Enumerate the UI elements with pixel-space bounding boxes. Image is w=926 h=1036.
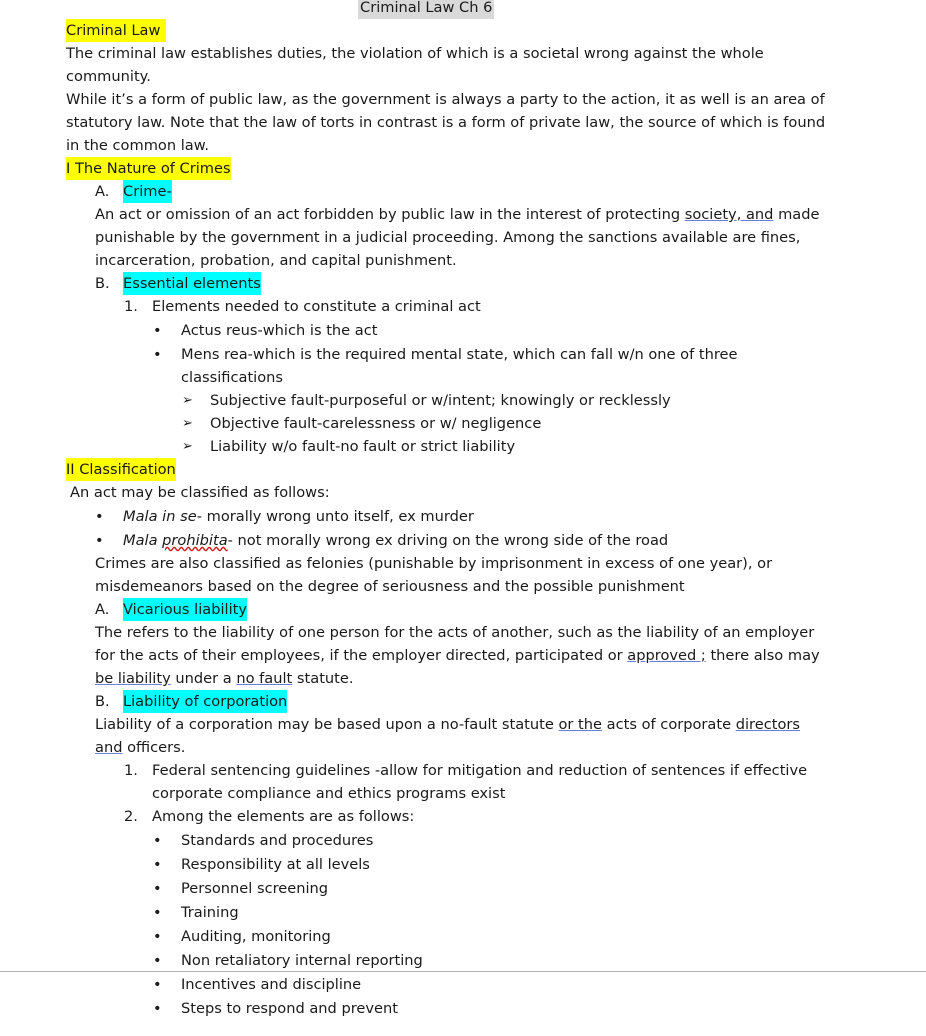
- arrow-bullet-icon: ➢: [182, 439, 193, 454]
- arrow-item: [182, 435, 516, 458]
- paragraph-line: [95, 203, 819, 226]
- paragraph-line: community.: [66, 68, 151, 85]
- paragraph-line: An act may be classified as follows:: [70, 484, 330, 501]
- list-item-continuation: corporate compliance and ethics programs exist: [152, 785, 506, 802]
- subheading-vicarious-liability: Vicarious liability: [123, 598, 247, 621]
- grammar-underlined-text: and: [95, 739, 123, 756]
- list-item: Among the elements are as follows:: [152, 808, 415, 825]
- arrow-item-text: Objective fault-carelessness or w/ negligence: [210, 415, 542, 432]
- grammar-underlined-text: no fault: [236, 670, 293, 687]
- heading-nature-of-crimes: I The Nature of Crimes: [66, 157, 231, 180]
- subheading-liability-of-corporation: Liability of corporation: [123, 690, 287, 713]
- page-break-line: [0, 971, 926, 972]
- list-label: 2.: [124, 808, 138, 825]
- element-bullet-item: • Personnel screening: [181, 877, 328, 900]
- paragraph-line: The criminal law establishes duties, the violation of which is a societal wrong against the whole: [66, 45, 764, 62]
- element-bullet-item: • Auditing, monitoring: [181, 925, 331, 948]
- arrow-item-text: Subjective fault-purposeful or w/intent; knowingly or recklessly: [210, 392, 671, 409]
- element-bullet-item: • Steps to respond and prevent: [181, 997, 398, 1020]
- italic-term: Mala: [123, 532, 163, 549]
- list-label: A.: [95, 601, 110, 618]
- text-run: there also may: [705, 647, 820, 664]
- bullet-item: • Actus reus-which is the act: [181, 319, 377, 342]
- paragraph-line: [95, 667, 354, 690]
- arrow-item: [182, 412, 542, 435]
- list-label: A.: [95, 183, 110, 200]
- paragraph-line: in the common law.: [66, 137, 209, 154]
- list-label: 1.: [124, 762, 138, 779]
- paragraph-line: statutory law. Note that the law of torts in contrast is a form of private law, the source of which is found: [66, 114, 826, 131]
- paragraph-line: While it’s a form of public law, as the government is always a party to the action, it as well is an area of: [66, 91, 825, 108]
- text-run: for the acts of their employees, if the employer directed, participated or: [95, 647, 628, 664]
- element-bullet-item: • Incentives and discipline: [181, 973, 361, 996]
- text-run: An act or omission of an act forbidden by public law in the interest of protecting: [95, 206, 685, 223]
- arrow-item-text: Liability w/o fault-no fault or strict liability: [210, 438, 516, 455]
- grammar-underlined-text: or the: [558, 716, 603, 733]
- bullet-item: [123, 529, 668, 552]
- text-run: under a: [170, 670, 237, 687]
- paragraph-line: punishable by the government in a judicial proceeding. Among the sanctions available are fines,: [95, 229, 801, 246]
- element-bullet-item: • Non retaliatory internal reporting: [181, 949, 423, 972]
- italic-term: Mala in se: [123, 508, 197, 525]
- text-run: Liability of a corporation may be based upon a no-fault statute: [95, 716, 559, 733]
- element-bullet-item: • Standards and procedures: [181, 829, 373, 852]
- element-bullet-item: • Responsibility at all levels: [181, 853, 370, 876]
- document-title: Criminal Law Ch 6: [358, 0, 494, 19]
- grammar-underlined-text: society, and: [684, 206, 774, 223]
- text-run: - morally wrong unto itself, ex murder: [196, 508, 474, 525]
- spellcheck-underlined-term: prohibita: [162, 532, 228, 549]
- list-item: Federal sentencing guidelines -allow for mitigation and reduction of sentences if effective: [152, 762, 808, 779]
- list-label: 1.: [124, 298, 138, 315]
- list-item: Elements needed to constitute a criminal act: [152, 298, 481, 315]
- arrow-item: [182, 389, 671, 412]
- paragraph-line: [95, 736, 185, 759]
- text-run: acts of corporate: [602, 716, 736, 733]
- grammar-underlined-text: approved ;: [627, 647, 706, 664]
- paragraph-line: The refers to the liability of one person for the acts of another, such as the liability of an employer: [95, 624, 815, 641]
- paragraph-line: [95, 713, 800, 736]
- bullet-item-continuation: classifications: [181, 369, 283, 386]
- grammar-underlined-text: be liability: [95, 670, 171, 687]
- bullet-item: [123, 505, 474, 528]
- text-run: officers.: [122, 739, 186, 756]
- paragraph-line: [95, 644, 820, 667]
- subheading-crime: Crime-: [123, 180, 172, 203]
- bullet-item: • Mens rea-which is the required mental state, which can fall w/n one of three: [181, 343, 738, 366]
- paragraph-line: Crimes are also classified as felonies (punishable by imprisonment in excess of one year), or: [95, 555, 773, 572]
- text-run: - not morally wrong ex driving on the wrong side of the road: [227, 532, 669, 549]
- text-run: made: [773, 206, 820, 223]
- paragraph-line: misdemeanors based on the degree of seriousness and the possible punishment: [95, 578, 685, 595]
- text-run: statute.: [292, 670, 354, 687]
- grammar-underlined-text: directors: [735, 716, 800, 733]
- list-label: B.: [95, 275, 110, 292]
- paragraph-line: incarceration, probation, and capital punishment.: [95, 252, 457, 269]
- heading-classification: II Classification: [66, 458, 176, 481]
- arrow-bullet-icon: ➢: [182, 416, 193, 431]
- arrow-bullet-icon: ➢: [182, 393, 193, 408]
- subheading-essential-elements: Essential elements: [123, 272, 261, 295]
- list-label: B.: [95, 693, 110, 710]
- heading-criminal-law: Criminal Law: [66, 19, 166, 42]
- element-bullet-item: • Training: [181, 901, 239, 924]
